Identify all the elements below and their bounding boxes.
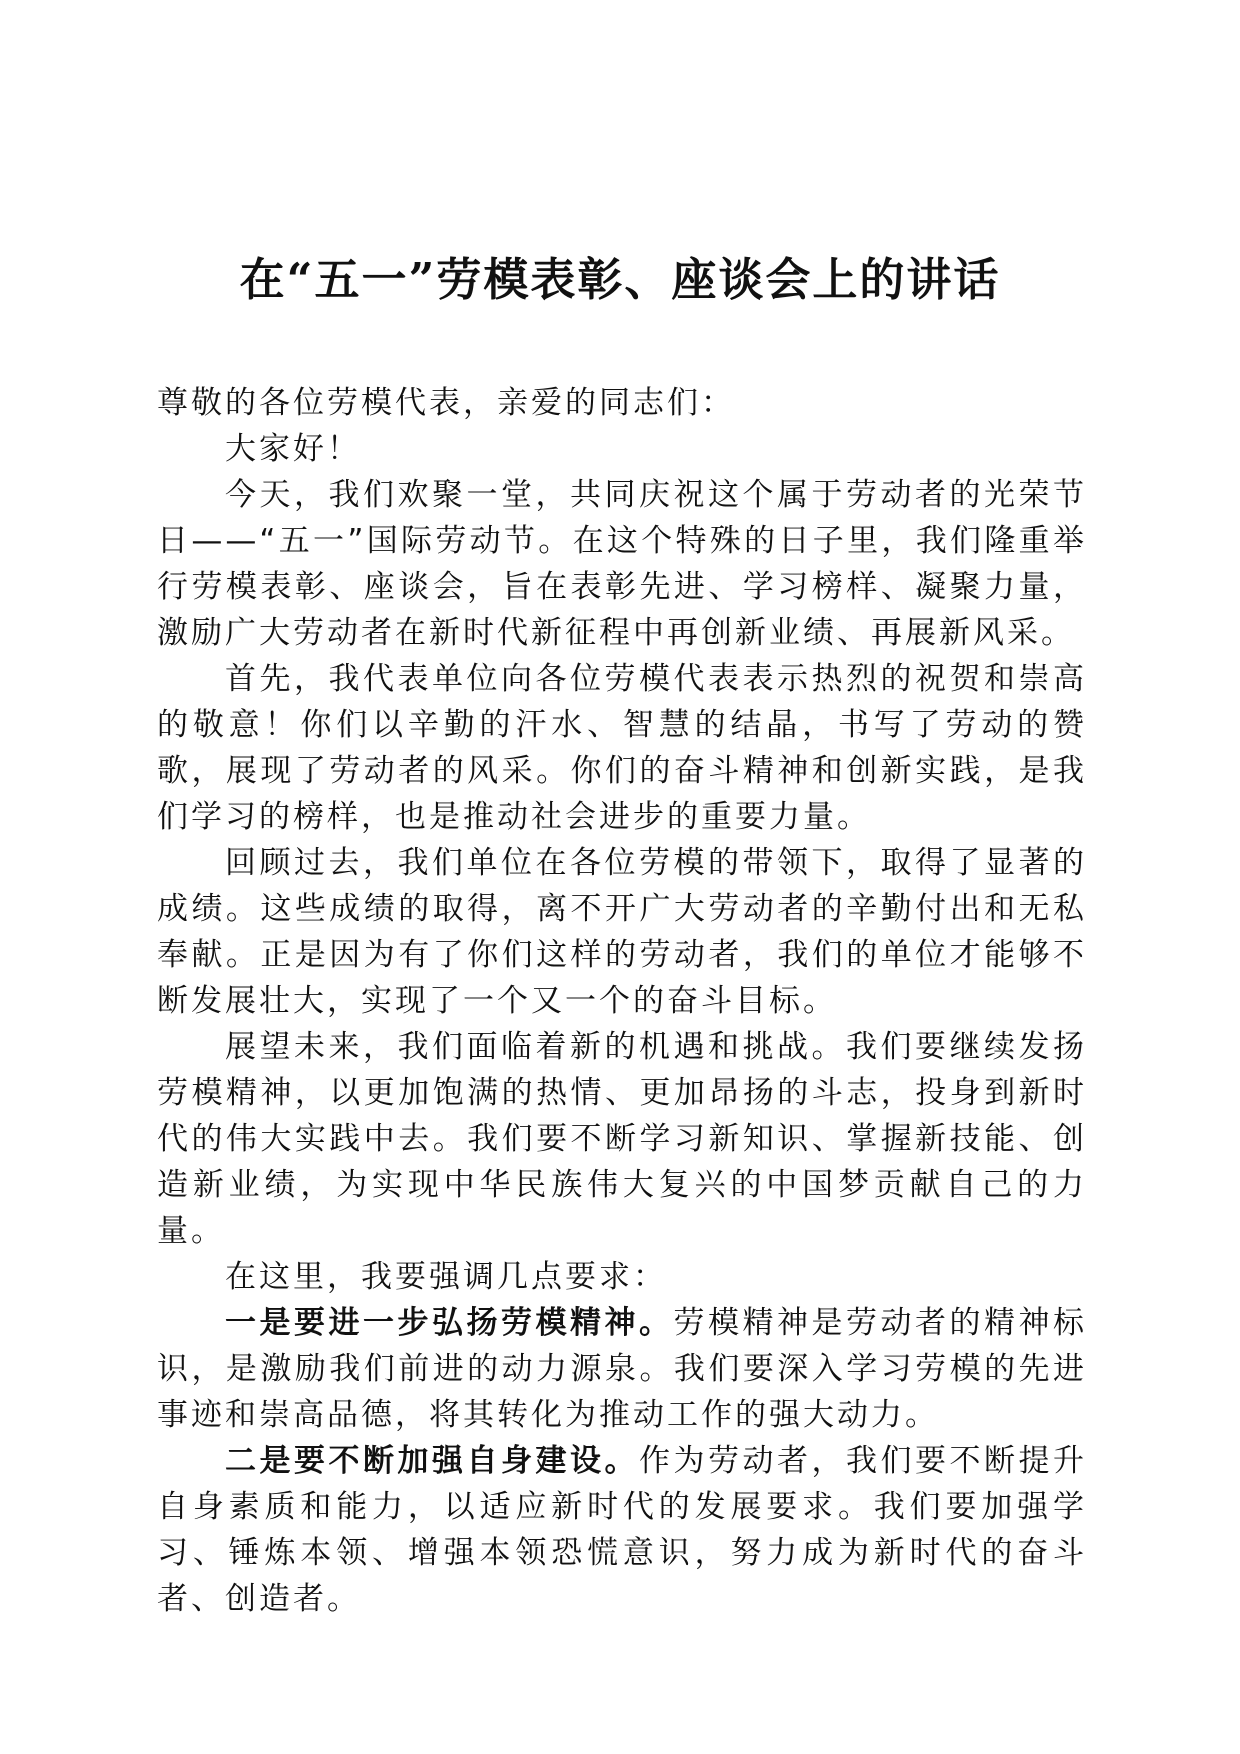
paragraph: 首先，我代表单位向各位劳模代表表示热烈的祝贺和崇高的敬意！你们以辛勤的汗水、智慧的结晶，书写了劳动的赞歌，展现了劳动者的风采。你们的奋斗精神和创新实践，是我们学习的榜样，也是推动社会进步的重要力量。 [157, 661, 1087, 835]
document-title: 在“五一”劳模表彰、座谈会上的讲话 [239, 253, 1001, 306]
requirement-text: 作为劳动者，我们要不断提升自身素质和能力，以适应新时代的发展要求。我们要加强学习、锤炼本领、增强本领恐慌意识，努力成为新时代的奋斗者、创造者。 [157, 1443, 1087, 1617]
requirement-paragraph [157, 1300, 1087, 1438]
paragraph: 今天，我们欢聚一堂，共同庆祝这个属于劳动者的光荣节日——“五一”国际劳动节。在这个特殊的日子里，我们隆重举行劳模表彰、座谈会，旨在表彰先进、学习榜样、凝聚力量，激励广大劳动者在新时代新征程中再创新业绩、再展新风采。 [157, 477, 1087, 651]
paragraph: 展望未来，我们面临着新的机遇和挑战。我们要继续发扬劳模精神，以更加饱满的热情、更加昂扬的斗志，投身到新时代的伟大实践中去。我们要不断学习新知识、掌握新技能、创造新业绩，为实现中华民族伟大复兴的中国梦贡献自己的力量。 [157, 1029, 1087, 1249]
document-body [157, 380, 1087, 1622]
requirement-lead: 二是要不断加强自身建设。 [225, 1443, 639, 1479]
salutation: 尊敬的各位劳模代表，亲爱的同志们： [157, 385, 735, 421]
requirement-lead: 一是要进一步弘扬劳模精神。 [225, 1305, 674, 1341]
greeting: 大家好！ [225, 431, 361, 467]
requirement-paragraph [157, 1438, 1087, 1622]
requirement-text: 劳模精神是劳动者的精神标识，是激励我们前进的动力源泉。我们要深入学习劳模的先进事迹和崇高品德，将其转化为推动工作的强大动力。 [157, 1305, 1087, 1433]
paragraph: 回顾过去，我们单位在各位劳模的带领下，取得了显著的成绩。这些成绩的取得，离不开广大劳动者的辛勤付出和无私奉献。正是因为有了你们这样的劳动者，我们的单位才能够不断发展壮大，实现了一个又一个的奋斗目标。 [157, 845, 1087, 1019]
paragraph: 在这里，我要强调几点要求： [225, 1259, 667, 1295]
